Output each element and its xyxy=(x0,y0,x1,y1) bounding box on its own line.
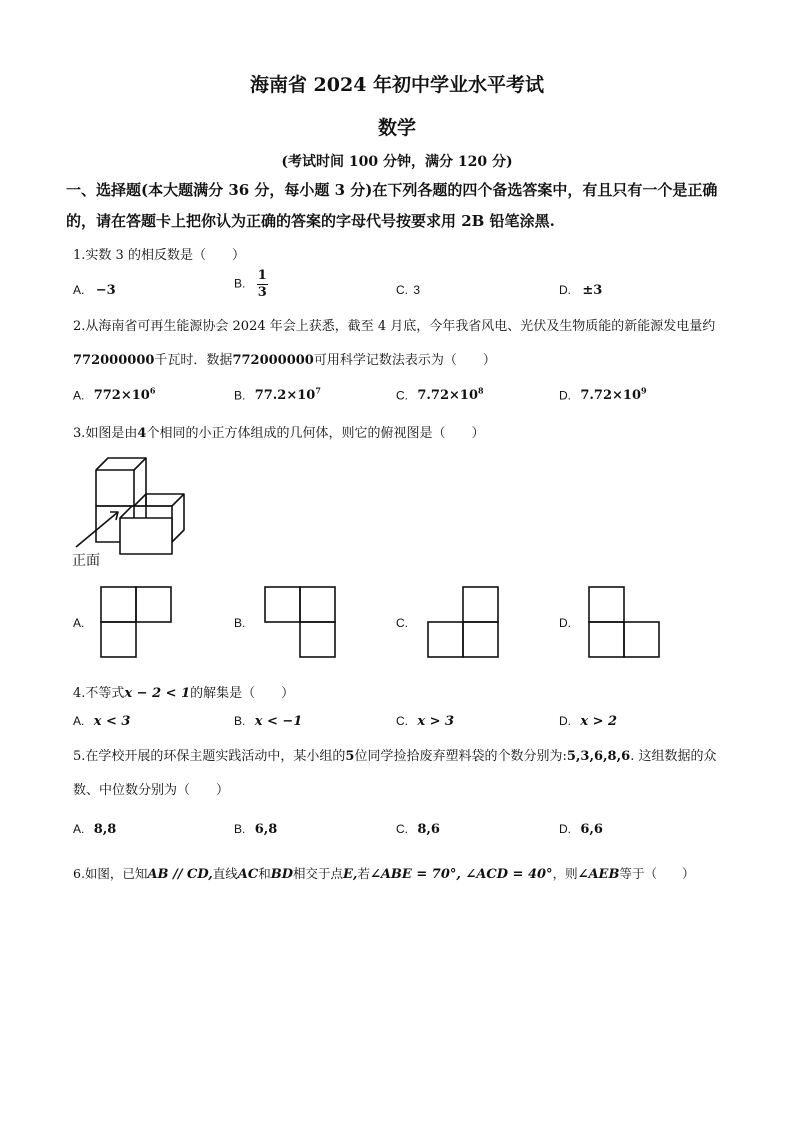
option-letter: C. xyxy=(396,388,408,403)
sci-exponent: 6 xyxy=(149,386,156,396)
option-letter: A. xyxy=(73,283,85,297)
q3-count: 4 xyxy=(137,426,147,441)
option-value xyxy=(94,388,156,403)
q2-number: 772000000 xyxy=(232,353,314,368)
q5-stem xyxy=(73,740,723,808)
sci-exponent: 8 xyxy=(478,386,484,396)
q6-math: E, xyxy=(343,867,358,882)
q3-option-a-letter: A. xyxy=(73,616,85,630)
option-value: x > 2 xyxy=(580,714,618,729)
option-letter: A. xyxy=(73,822,85,836)
option-letter: B. xyxy=(234,388,246,403)
option-letter: C. xyxy=(396,283,408,297)
option-value: 6,8 xyxy=(254,822,278,837)
sci-base: 77.2×10 xyxy=(254,388,316,404)
q2-number: 772000000 xyxy=(73,353,155,368)
q4-stem-text: 4.不等式 xyxy=(73,686,125,701)
q6-math: ∠AEB xyxy=(577,867,620,882)
q3-option-c-shape xyxy=(425,584,503,662)
q1-stem: 1.实数 3 的相反数是（ ） xyxy=(73,248,245,263)
q2-option-c xyxy=(396,386,484,403)
option-letter: C. xyxy=(396,822,408,836)
q3-option-d-shape xyxy=(586,584,664,662)
sci-exponent: 9 xyxy=(641,386,647,396)
q3-option-b-letter: B. xyxy=(234,616,246,630)
q1-option-a xyxy=(73,283,116,298)
q5-stem-text: 5.在学校开展的环保主题实践活动中，某小组的 xyxy=(73,749,346,764)
sci-base: 7.72×10 xyxy=(580,388,641,404)
option-value xyxy=(255,388,321,403)
section-instructions: 一、选择题(本大题满分 36 分，每小题 3 分)在下列各题的四个备选答案中，有且只有一个是正确的，请在答题卡上把你认为正确的答案的字母代号按要求用 2B 铅笔涂黑. xyxy=(66,181,718,230)
fraction xyxy=(257,268,268,301)
q5-stem-text: . 这组数据的众数、中位数分别为（ ） xyxy=(73,749,717,798)
q6-stem-text: 6.如图，已知 xyxy=(73,866,148,881)
q1-option-c xyxy=(396,283,420,297)
q2-stem-text: 千瓦时．数据 xyxy=(154,353,233,368)
q6-math: AC xyxy=(237,867,259,882)
q5-option-c xyxy=(396,822,440,837)
cube-figure xyxy=(70,452,200,557)
option-letter: C. xyxy=(396,714,408,728)
q3-option-c-letter: C. xyxy=(396,616,408,630)
q5-option-b xyxy=(234,822,277,837)
q2-stem-text: 可用科学记数法表示为（ ） xyxy=(313,353,496,368)
sci-base: 772×10 xyxy=(93,388,150,404)
option-letter: B. xyxy=(234,276,246,291)
q3-stem-text: 3.如图是由 xyxy=(73,426,138,441)
q6-math: BD xyxy=(270,867,293,882)
q3-stem-text: 个相同的小正方体组成的几何体，则它的俯视图是（ ） xyxy=(146,426,485,441)
option-letter: D. xyxy=(559,822,571,836)
sci-exponent: 7 xyxy=(315,386,321,396)
front-label: 正面 xyxy=(72,553,100,569)
option-value: 8,6 xyxy=(417,822,440,837)
option-value: −3 xyxy=(95,283,116,298)
exam-title: 海南省 2024 年初中学业水平考试 xyxy=(249,74,545,96)
q2-option-a xyxy=(73,386,155,403)
option-value: 8,8 xyxy=(93,822,117,837)
option-value: x < −1 xyxy=(254,714,303,729)
q4-stem xyxy=(73,682,294,701)
option-letter: B. xyxy=(234,714,246,728)
option-letter: A. xyxy=(73,714,85,728)
option-letter: B. xyxy=(234,822,246,836)
option-value xyxy=(580,388,646,403)
q5-option-d xyxy=(559,822,603,837)
q4-option-a xyxy=(73,714,130,729)
q3-option-b-shape xyxy=(262,584,340,662)
q6-math: ∠ABE = 70°, ∠ACD = 40° xyxy=(369,867,553,882)
q6-stem-text: 和 xyxy=(258,866,271,881)
q6-stem-text: ，则 xyxy=(552,866,578,881)
q4-stem-text: 的解集是（ ） xyxy=(190,686,295,701)
q5-data: 5,3,6,8,6 xyxy=(566,749,631,764)
fraction-numerator: 1 xyxy=(257,268,267,283)
option-letter: D. xyxy=(559,714,571,728)
q6-stem-text: 等于（ ） xyxy=(619,866,695,881)
q4-option-b xyxy=(234,714,302,729)
option-value: ±3 xyxy=(582,283,603,298)
q4-inequality: x − 2 < 1 xyxy=(124,686,191,701)
q6-math: AB // CD, xyxy=(147,867,213,882)
option-letter: D. xyxy=(559,388,571,403)
q1-option-b xyxy=(234,268,268,301)
option-value xyxy=(417,388,483,403)
option-letter: A. xyxy=(73,388,85,403)
q4-option-c xyxy=(396,714,454,729)
q5-stem-text: 位同学捡拾废弃塑料袋的个数分别为: xyxy=(354,749,567,764)
q5-option-a xyxy=(73,822,116,837)
exam-subject: 数学 xyxy=(377,117,416,139)
q5-count: 5 xyxy=(345,749,355,764)
q6-stem-text: 相交于点 xyxy=(292,866,343,881)
q3-option-d-letter: D. xyxy=(559,616,571,630)
q2-option-b xyxy=(234,386,321,403)
fraction-denominator: 3 xyxy=(257,285,267,300)
sci-base: 7.72×10 xyxy=(417,388,478,404)
q6-stem xyxy=(73,864,694,882)
option-value: 3 xyxy=(413,283,421,297)
option-value: x > 3 xyxy=(417,714,455,729)
q3-option-a-shape xyxy=(98,584,176,662)
q2-stem xyxy=(73,310,723,378)
option-letter: D. xyxy=(559,283,571,297)
option-value: x < 3 xyxy=(93,714,131,729)
exam-info: (考试时间 100 分钟，满分 120 分) xyxy=(281,154,513,170)
q3-stem xyxy=(73,422,484,441)
option-value: 6,6 xyxy=(580,822,603,837)
q6-stem-text: 直线 xyxy=(212,866,238,881)
q2-stem-text: 2.从海南省可再生能源协会 2024 年会上获悉，截至 4 月底，今年我省风电、光伏及生物质能的新能源发电量约 xyxy=(73,319,716,334)
q2-option-d xyxy=(559,386,647,403)
q6-stem-text: 若 xyxy=(357,866,370,881)
q1-option-d xyxy=(559,283,602,298)
q4-option-d xyxy=(559,714,617,729)
